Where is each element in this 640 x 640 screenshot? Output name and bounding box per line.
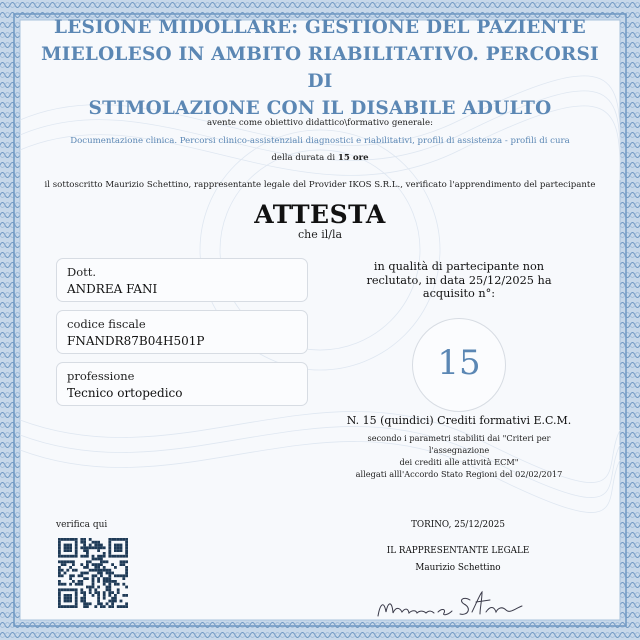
course-title-line: LESIONE MIDOLLARE: GESTIONE DEL PAZIENTE (54, 17, 586, 38)
course-title-line: STIMOLAZIONE CON IL DISABILE ADULTO (88, 98, 552, 119)
duration-value: 15 ore (337, 153, 369, 163)
signature-icon (372, 586, 542, 622)
participant-name-box (56, 258, 308, 302)
credits-text: N. 15 (quindici) Crediti formativi E.C.M. (346, 414, 572, 427)
che-il-la: che il/la (297, 228, 343, 241)
participant-name: ANDREA FANI (67, 282, 158, 296)
attesta-heading: ATTESTA (254, 200, 386, 229)
criteria-line: allegati alll'Accordo Stato Regioni del 02/02/2017 (355, 469, 563, 479)
fiscal-code-label: codice fiscale (67, 317, 146, 331)
participation-line: reclutato, in data 25/12/2025 ha (366, 273, 552, 287)
participation-line: in qualità di partecipante non (373, 260, 545, 273)
declaration: il sottoscritto Maurizio Schettino, rappresentante legale del Provider IKOS S.R.L., verificato l'apprendimento del partecipante (44, 180, 596, 190)
criteria-line: secondo i parametri stabiliti dai "Criteri per (367, 433, 551, 443)
criteria-line: l'assegnazione (428, 445, 490, 455)
course-title (40, 14, 600, 122)
criteria-line: dei crediti alle attività ECM" (399, 457, 519, 467)
profession-value: Tecnico ortopedico (67, 386, 183, 400)
title-label: Dott. (67, 265, 97, 279)
fiscal-code-value: FNANDR87B04H501P (67, 334, 205, 348)
duration-prefix: della durata di (271, 153, 336, 163)
profession-box (56, 362, 308, 406)
representative-title: IL RAPPRESENTANTE LEGALE (386, 546, 530, 556)
objective-text: Documentazione clinica. Percorsi clinico-assistenziali diagnostici e riabilitativi, profili di assistenza - profili di cura (70, 136, 570, 146)
credits-circle (412, 318, 506, 412)
qr-code-icon[interactable] (58, 538, 128, 608)
criteria-text (350, 432, 568, 480)
fiscal-code-box (56, 310, 308, 354)
representative-name: Maurizio Schettino (415, 563, 501, 573)
course-title-line: MIELOLESO IN AMBITO RIABILITATIVO. PERCORSI DI (41, 44, 599, 92)
verify-label: verifica qui (56, 520, 108, 530)
profession-label: professione (67, 369, 135, 383)
duration-line (40, 153, 600, 163)
objective-intro: avente come obiettivo didattico\formativo generale: (206, 118, 434, 128)
credits-number: 15 (437, 343, 481, 383)
place-date: TORINO, 25/12/2025 (411, 520, 505, 530)
participation-line: acquisito n°: (422, 287, 496, 300)
participation-statement (345, 260, 573, 301)
